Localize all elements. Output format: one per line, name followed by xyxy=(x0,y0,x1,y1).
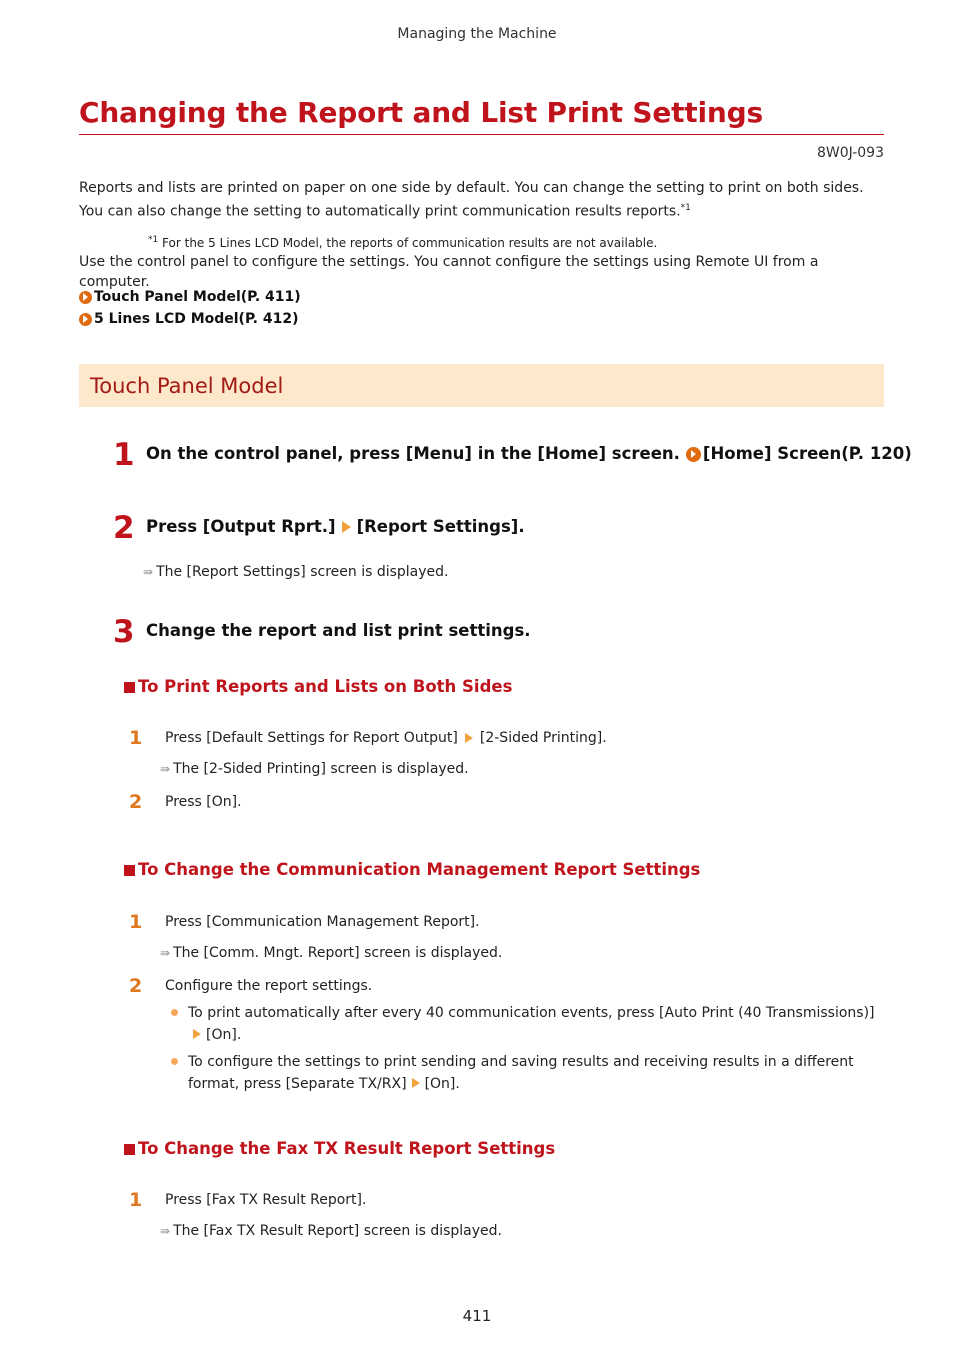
bullet-text-a: To print automatically after every 40 communication events, press [Auto Print (40 Transmissions)] xyxy=(188,1005,875,1021)
step-number: 1 xyxy=(113,437,135,473)
bullet-item xyxy=(188,1002,878,1046)
substep-text: Configure the report settings. xyxy=(165,978,373,994)
substep-text xyxy=(165,728,607,748)
step-number: 2 xyxy=(113,510,135,546)
title-rule xyxy=(79,134,884,135)
link-home-screen[interactable] xyxy=(686,442,912,466)
link-label: 5 Lines LCD Model(P. 412) xyxy=(94,311,299,327)
square-bullet-icon xyxy=(124,682,135,693)
bullet-dot-icon xyxy=(171,1058,178,1065)
step-text xyxy=(146,442,912,466)
chevron-right-icon xyxy=(686,447,701,462)
substep-text: Press [On]. xyxy=(165,794,242,810)
step-number: 3 xyxy=(113,614,135,650)
link-label: [Home] Screen(P. 120) xyxy=(702,444,912,463)
result-text: The [Fax TX Result Report] screen is displayed. xyxy=(173,1223,503,1239)
intro-paragraph xyxy=(79,178,884,222)
result-arrow-icon: ⇛ xyxy=(160,946,170,960)
chevron-right-icon xyxy=(79,313,92,326)
result-text: The [Comm. Mngt. Report] screen is displayed. xyxy=(173,945,503,961)
footnote xyxy=(148,235,657,250)
bullet-text-a: To configure the settings to print sending and saving results and receiving results in a different format, press [Separate TX/RX] xyxy=(188,1054,854,1092)
arrow-right-icon xyxy=(193,1029,201,1039)
result-arrow-icon: ⇛ xyxy=(160,1224,170,1238)
intro-text: Reports and lists are printed on paper on one side by default. You can change the setting to print on both sides. You can also change the setting to automatically print communication results reports. xyxy=(79,180,864,220)
step-text xyxy=(146,515,525,539)
result-text: The [2-Sided Printing] screen is displayed. xyxy=(173,761,469,777)
step-instruction: On the control panel, press [Menu] in the [Home] screen. xyxy=(146,444,680,463)
section-header xyxy=(79,364,884,407)
substep-text: Press [Communication Management Report]. xyxy=(165,914,480,930)
bullet-item xyxy=(188,1051,878,1095)
footnote-mark: *1 xyxy=(148,235,159,245)
link-5-lines-lcd-model[interactable] xyxy=(79,311,298,327)
square-bullet-icon xyxy=(124,1144,135,1155)
result-arrow-icon: ⇛ xyxy=(143,565,153,579)
subsection-heading xyxy=(124,676,512,698)
bullet-dot-icon xyxy=(171,1009,178,1016)
running-header: Managing the Machine xyxy=(397,26,557,42)
substep-number: 2 xyxy=(129,791,143,813)
intro-paragraph-2: Use the control panel to configure the settings. You cannot configure the settings using Remote UI from a computer. xyxy=(79,254,819,290)
substep-number: 1 xyxy=(129,727,143,749)
subsection-heading-text: To Print Reports and Lists on Both Sides xyxy=(138,677,513,696)
substep-result xyxy=(160,943,502,963)
substep-text-a: Press [Default Settings for Report Output] xyxy=(165,730,458,746)
substep-text: Press [Fax TX Result Report]. xyxy=(165,1192,367,1208)
substep-number: 1 xyxy=(129,911,143,933)
step-instruction-a: Press [Output Rprt.] xyxy=(146,517,336,536)
link-label: Touch Panel Model(P. 411) xyxy=(94,289,301,305)
substep-text-b: [2-Sided Printing]. xyxy=(479,730,607,746)
page-title: Changing the Report and List Print Settings xyxy=(79,96,763,129)
step-instruction-b: [Report Settings]. xyxy=(356,517,525,536)
chevron-right-icon xyxy=(79,291,92,304)
arrow-right-icon xyxy=(465,733,473,743)
substep-number: 2 xyxy=(129,975,143,997)
substep-result xyxy=(160,1221,502,1241)
link-touch-panel-model[interactable] xyxy=(79,289,301,305)
footnote-text: For the 5 Lines LCD Model, the reports of communication results are not available. xyxy=(158,236,658,250)
step-result xyxy=(143,562,449,582)
subsection-heading xyxy=(124,1138,555,1160)
substep-number: 1 xyxy=(129,1189,143,1211)
page-number: 411 xyxy=(462,1307,492,1325)
subsection-heading xyxy=(124,859,700,881)
subsection-heading-text: To Change the Fax TX Result Report Settings xyxy=(138,1139,556,1158)
square-bullet-icon xyxy=(124,865,135,876)
bullet-text-b: [On]. xyxy=(206,1027,242,1043)
subsection-heading-text: To Change the Communication Management Report Settings xyxy=(138,860,701,879)
document-code: 8W0J-093 xyxy=(816,145,884,161)
result-arrow-icon: ⇛ xyxy=(160,762,170,776)
step-text: Change the report and list print settings. xyxy=(146,621,531,640)
section-title: Touch Panel Model xyxy=(90,374,284,398)
arrow-right-icon xyxy=(412,1078,420,1088)
result-text: The [Report Settings] screen is displayed. xyxy=(156,564,449,580)
bullet-text-b: [On]. xyxy=(424,1076,460,1092)
substep-result xyxy=(160,759,469,779)
arrow-right-icon xyxy=(342,521,351,533)
footnote-ref[interactable]: *1 xyxy=(680,203,691,213)
